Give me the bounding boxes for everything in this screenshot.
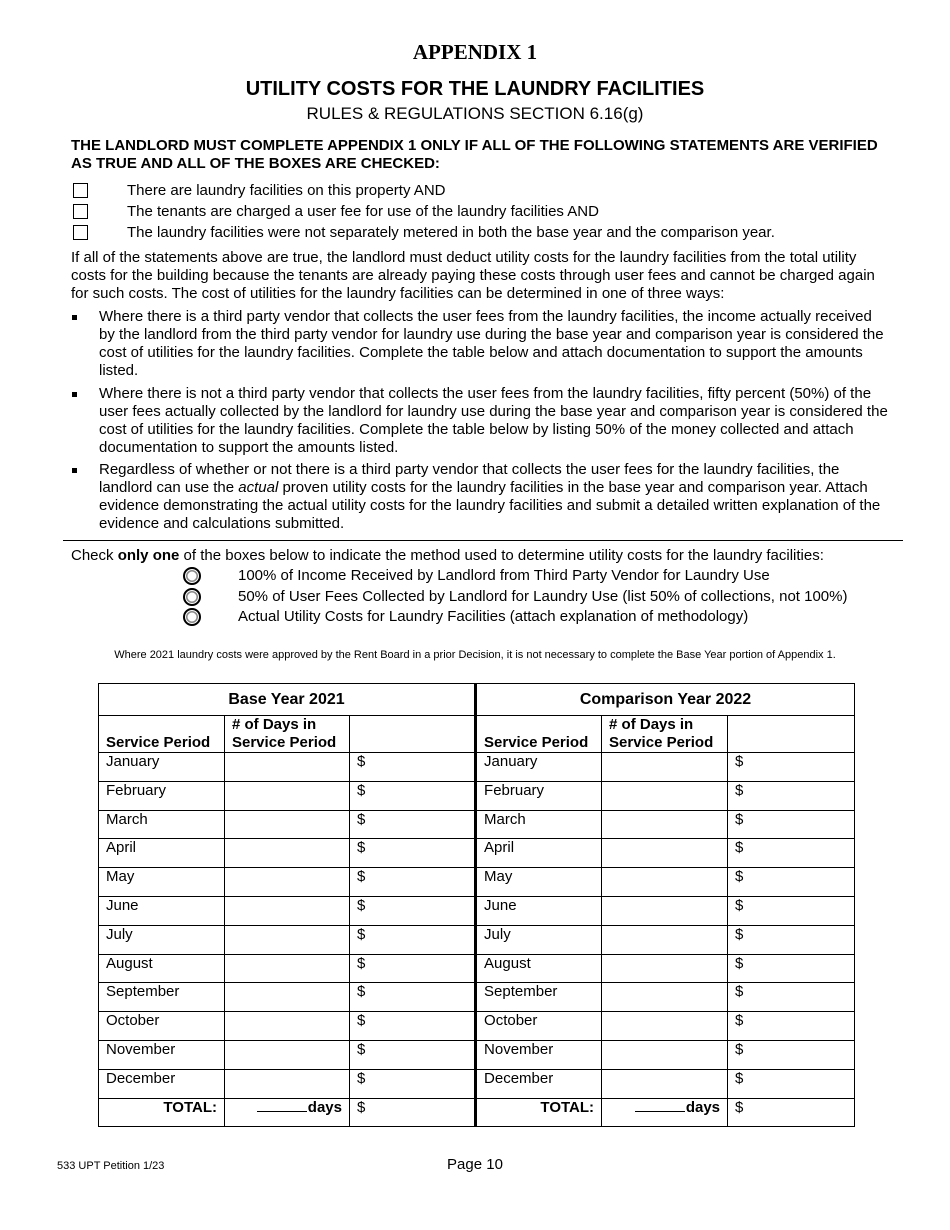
table-row: [99, 983, 855, 1012]
table-row: [99, 925, 855, 954]
days-field[interactable]: [602, 810, 728, 839]
check-text-bold: only one: [117, 547, 180, 564]
month-cell: October: [99, 1012, 225, 1041]
month-cell: June: [99, 896, 225, 925]
days-field[interactable]: [602, 954, 728, 983]
days-field[interactable]: [602, 753, 728, 782]
form-id: 533 UPT Petition 1/23: [57, 1160, 165, 1172]
days-field[interactable]: [225, 781, 350, 810]
total-days-field[interactable]: [602, 1098, 728, 1127]
amount-field[interactable]: $: [350, 983, 476, 1012]
days-field[interactable]: [602, 1040, 728, 1069]
month-cell: December: [99, 1069, 225, 1098]
days-field[interactable]: [225, 1069, 350, 1098]
amount-field[interactable]: $: [728, 954, 855, 983]
statement-text: There are laundry facilities on this property AND: [127, 182, 446, 199]
amount-field[interactable]: $: [728, 983, 855, 1012]
amount-field[interactable]: $: [350, 954, 476, 983]
statement-checkbox[interactable]: [73, 183, 88, 198]
col-header-days: # of Days in Service Period: [602, 716, 728, 753]
month-cell: November: [476, 1040, 602, 1069]
col-header-period: Service Period: [99, 716, 225, 753]
days-field[interactable]: [225, 896, 350, 925]
days-field[interactable]: [225, 839, 350, 868]
table-row: [99, 1069, 855, 1098]
days-field[interactable]: [225, 810, 350, 839]
appendix-heading: APPENDIX 1: [412, 40, 538, 64]
method-bullet: [71, 385, 891, 457]
amount-field[interactable]: $: [350, 1012, 476, 1041]
days-field[interactable]: [602, 1069, 728, 1098]
statement-text: The tenants are charged a user fee for use of the laundry facilities AND: [127, 203, 599, 220]
method-label: Actual Utility Costs for Laundry Facilities (attach explanation of methodology): [238, 608, 749, 625]
month-cell: November: [99, 1040, 225, 1069]
month-cell: May: [476, 868, 602, 897]
table-row: [99, 954, 855, 983]
days-field[interactable]: [225, 1012, 350, 1041]
bullet-icon: [72, 315, 77, 320]
method-bullet: [71, 308, 891, 380]
method-label: 100% of Income Received by Landlord from Third Party Vendor for Laundry Use: [238, 567, 770, 584]
table-row: [99, 868, 855, 897]
statement-text: The laundry facilities were not separately metered in both the base year and the comparison year.: [127, 224, 775, 241]
amount-field[interactable]: $: [350, 1040, 476, 1069]
base-year-header: Base Year 2021: [99, 684, 476, 716]
month-cell: May: [99, 868, 225, 897]
page-subtitle: RULES & REGULATIONS SECTION 6.16(g): [306, 104, 644, 123]
days-field[interactable]: [602, 925, 728, 954]
method-radio[interactable]: [183, 567, 201, 585]
month-cell: March: [476, 810, 602, 839]
month-cell: April: [476, 839, 602, 868]
total-amount-field[interactable]: $: [350, 1098, 476, 1127]
intro-instructions: THE LANDLORD MUST COMPLETE APPENDIX 1 ONLY IF ALL OF THE FOLLOWING STATEMENTS ARE VERIFIED AS TRUE AND ALL OF THE BOXES ARE CHECKED:: [71, 137, 878, 172]
days-field[interactable]: [602, 983, 728, 1012]
month-cell: September: [476, 983, 602, 1012]
days-label: days: [307, 1098, 342, 1116]
month-cell: October: [476, 1012, 602, 1041]
table-row: [99, 839, 855, 868]
amount-field[interactable]: $: [728, 753, 855, 782]
bullet-text-italic: actual: [238, 479, 279, 496]
month-cell: July: [476, 925, 602, 954]
method-bullet: [71, 461, 891, 533]
month-cell: January: [476, 753, 602, 782]
amount-field[interactable]: $: [350, 896, 476, 925]
amount-field[interactable]: $: [350, 753, 476, 782]
bullet-text-part: proven utility costs for the laundry facilities in the base year and comparison year. Attach evidence demonstrating the actual utility costs for the laundry facilities and submit a detailed written explanation of the evidence and calculations submitted.: [99, 479, 881, 532]
amount-field[interactable]: $: [728, 810, 855, 839]
col-header-period: Service Period: [476, 716, 602, 753]
month-cell: April: [99, 839, 225, 868]
statement-checkbox[interactable]: [73, 204, 88, 219]
days-field[interactable]: [225, 925, 350, 954]
table-row: [99, 896, 855, 925]
method-label: 50% of User Fees Collected by Landlord for Laundry Use (list 50% of collections, not 100%): [238, 588, 848, 605]
col-header-amount: [350, 716, 476, 753]
month-cell: February: [99, 781, 225, 810]
bullet-icon: [72, 468, 77, 473]
page-number: Page 10: [447, 1156, 503, 1173]
amount-field[interactable]: $: [350, 1069, 476, 1098]
month-cell: December: [476, 1069, 602, 1098]
amount-field[interactable]: $: [728, 1012, 855, 1041]
method-radio[interactable]: [183, 608, 201, 626]
days-field[interactable]: [602, 1012, 728, 1041]
amount-field[interactable]: $: [728, 781, 855, 810]
method-radio[interactable]: [183, 588, 201, 606]
days-field[interactable]: [602, 896, 728, 925]
month-cell: September: [99, 983, 225, 1012]
days-field[interactable]: [225, 954, 350, 983]
bullet-text-part: Regardless of whether or not there is a third party vendor that collects the user fees for the laundry facilities, the landlord can use the: [99, 461, 840, 496]
bullet-text: [99, 461, 891, 533]
check-text: of the boxes below to indicate the method used to determine utility costs for the laundry facilities:: [179, 547, 824, 564]
month-cell: July: [99, 925, 225, 954]
table-row: [99, 810, 855, 839]
laundry-cost-table: [98, 683, 855, 1127]
total-amount-field[interactable]: $: [728, 1098, 855, 1127]
col-header-days: # of Days in Service Period: [225, 716, 350, 753]
table-row: [99, 781, 855, 810]
days-field[interactable]: [602, 868, 728, 897]
month-cell: June: [476, 896, 602, 925]
month-cell: August: [476, 954, 602, 983]
page-title: UTILITY COSTS FOR THE LAUNDRY FACILITIES: [245, 78, 705, 100]
bullet-icon: [72, 392, 77, 397]
total-label: TOTAL:: [99, 1098, 225, 1127]
amount-field[interactable]: $: [728, 839, 855, 868]
amount-field[interactable]: $: [728, 1040, 855, 1069]
amount-field[interactable]: $: [728, 868, 855, 897]
amount-field[interactable]: $: [350, 868, 476, 897]
days-field[interactable]: [602, 839, 728, 868]
divider: [63, 540, 903, 541]
month-cell: February: [476, 781, 602, 810]
days-field[interactable]: [225, 1040, 350, 1069]
total-days-field[interactable]: [225, 1098, 350, 1127]
amount-field[interactable]: $: [728, 896, 855, 925]
month-cell: August: [99, 954, 225, 983]
bullet-text: Where there is a third party vendor that collects the user fees from the laundry facilities, the income actually received by the landlord from the third party vendor for laundry use during the base year and comparison year is considered the cost of utilities for the laundry facilities. Complete the table below and attach documentation to support the amounts listed.: [99, 308, 884, 379]
days-field[interactable]: [225, 868, 350, 897]
amount-field[interactable]: $: [728, 925, 855, 954]
amount-field[interactable]: $: [350, 839, 476, 868]
bullet-text: Where there is not a third party vendor that collects the user fees from the laundry facilities, fifty percent (50%) of the user fees actually collected by the landlord for laundry use during the base year and comparison year is considered the cost of utilities for the laundry facilities. Complete the table below by listing 50% of the money collected and attach documentation to support the amounts listed.: [99, 385, 888, 456]
total-label: TOTAL:: [476, 1098, 602, 1127]
days-field[interactable]: [602, 781, 728, 810]
table-row: [99, 1040, 855, 1069]
table-row: [99, 753, 855, 782]
days-field[interactable]: [225, 983, 350, 1012]
check-instruction: [71, 547, 824, 565]
amount-field[interactable]: $: [350, 925, 476, 954]
days-field[interactable]: [225, 753, 350, 782]
month-cell: March: [99, 810, 225, 839]
month-cell: January: [99, 753, 225, 782]
amount-field[interactable]: $: [350, 810, 476, 839]
amount-field[interactable]: $: [728, 1069, 855, 1098]
check-text: Check: [71, 547, 118, 564]
days-label: days: [685, 1098, 721, 1116]
comparison-year-header: Comparison Year 2022: [476, 684, 855, 716]
statement-checkbox[interactable]: [73, 225, 88, 240]
explanation-paragraph: If all of the statements above are true, the landlord must deduct utility costs for the laundry facilities from the total utility costs for the building because the tenants are already paying these costs through user fees and cannot be charged again for such costs. The cost of utilities for the laundry facilities can be determined in one of three ways:: [71, 249, 875, 302]
table-row: [99, 1012, 855, 1041]
amount-field[interactable]: $: [350, 781, 476, 810]
base-year-note: Where 2021 laundry costs were approved by the Rent Board in a prior Decision, it is not necessary to complete the Base Year portion of Appendix 1.: [114, 649, 836, 661]
col-header-amount: [728, 716, 855, 753]
